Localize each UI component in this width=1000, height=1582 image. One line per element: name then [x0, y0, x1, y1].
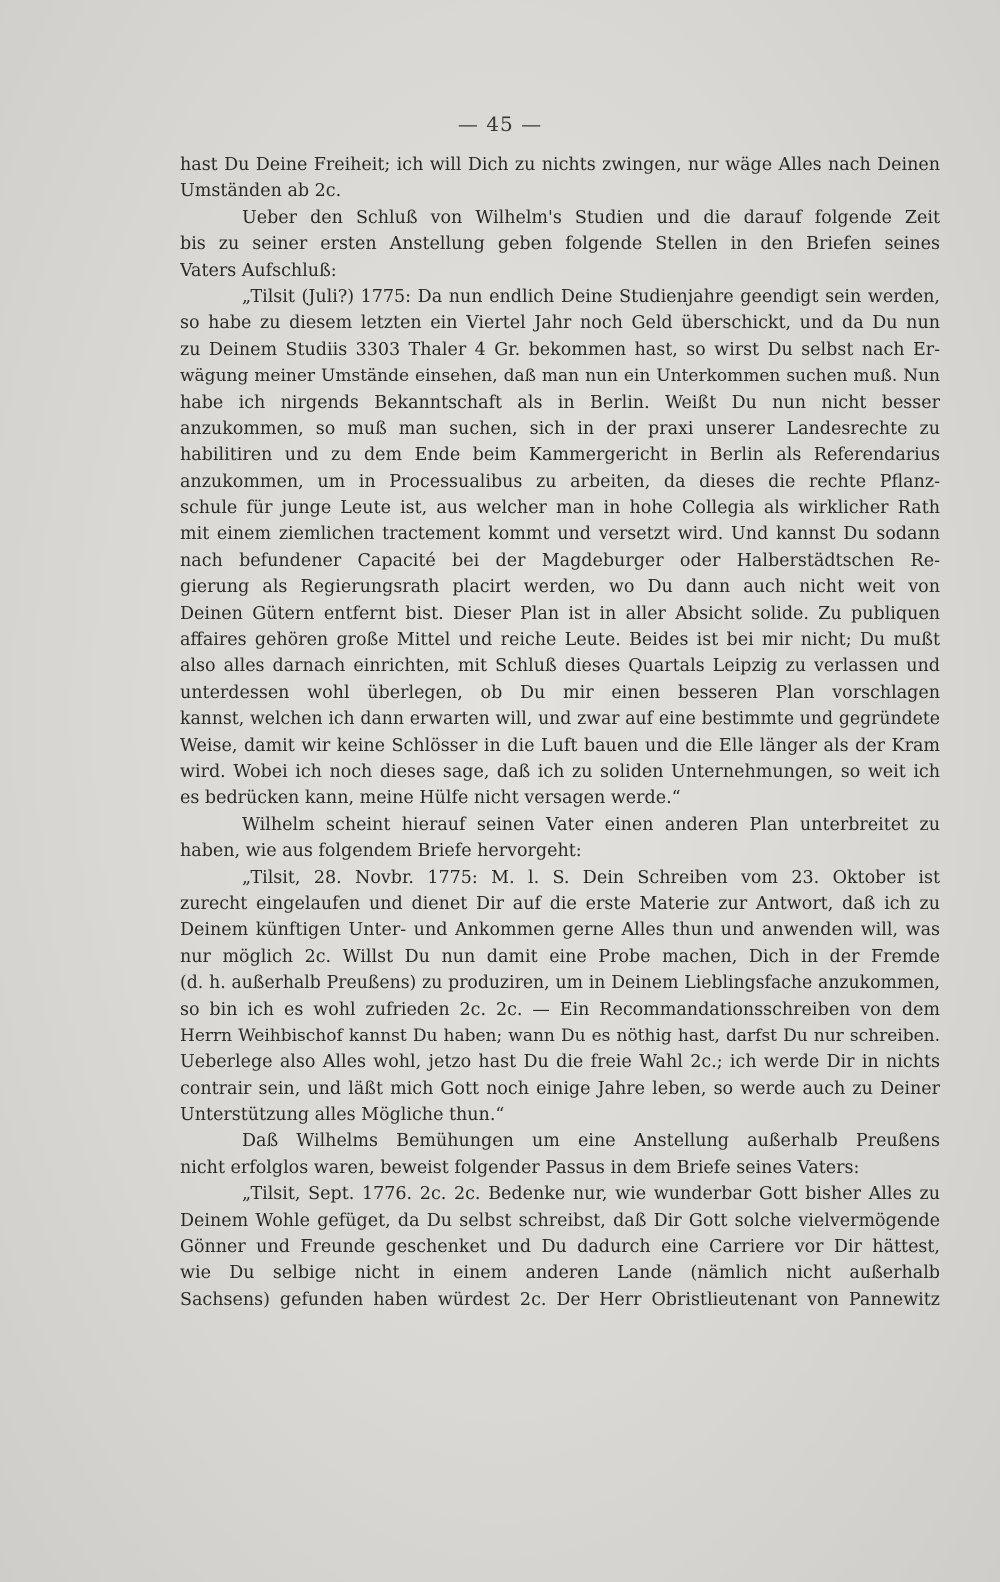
- paragraph-intro: [180, 205, 940, 284]
- page-number: — 45 —: [457, 112, 543, 136]
- text-line: Ueber den Schluß von Wilhelm's Studien und die darauf folgende Zeit: [242, 207, 940, 228]
- text-line: Herrn Weihbischof kannst Du haben; wann Du es nöthig hast, darfst Du nur schreiben.: [180, 1025, 940, 1046]
- text-line: Unterstützung alles Mögliche thun.“: [180, 1105, 505, 1126]
- text-line: schule für junge Leute ist, aus welcher man in hohe Collegia als wirklicher Rath: [180, 498, 940, 519]
- text-line: habe ich nirgends Bekanntschaft als in Berlin. Weißt Du nun nicht besser: [180, 392, 940, 413]
- text-line: Vaters Aufschluß:: [180, 260, 337, 281]
- text-line: haben, wie aus folgendem Briefe hervorgeht:: [180, 841, 582, 862]
- text-line: hast Du Deine Freiheit; ich will Dich zu nichts zwingen, nur wäge Alles nach Deinen: [180, 155, 940, 175]
- text-line: nach befundener Capacité bei der Magdeburger oder Halberstädtschen Re-: [180, 550, 940, 571]
- text-line: mit einem ziemlichen tractement kommt und versetzt wird. Und kannst Du sodann: [180, 524, 940, 545]
- letter-quote-july-1775: [180, 284, 940, 812]
- text-line: Deinen Gütern entfernt bist. Dieser Plan ist in aller Absicht solide. Zu publiquen: [180, 603, 940, 624]
- text-line: Wilhelm scheint hierauf seinen Vater einen anderen Plan unterbreitet zu: [242, 814, 940, 835]
- text-line: (d. h. außerhalb Preußens) zu produziren, um in Deinem Lieblingsfache anzukommen,: [180, 973, 940, 994]
- text-line: es bedrücken kann, meine Hülfe nicht versagen werde.“: [180, 788, 681, 809]
- text-line: Daß Wilhelms Bemühungen um eine Anstellung außerhalb Preußens: [242, 1131, 940, 1152]
- text-line: Deinem künftigen Unter- und Ankommen gerne Alles thun und anwenden will, was: [180, 920, 940, 941]
- text-line: „Tilsit (Juli?) 1775: Da nun endlich Deine Studienjahre geendigt sein werden,: [242, 286, 940, 307]
- text-line: Gönner und Freunde geschenket und Du dadurch eine Carriere vor Dir hättest,: [180, 1237, 940, 1258]
- text-line: zu Deinem Studiis 3303 Thaler 4 Gr. bekommen hast, so wirst Du selbst nach Er-: [180, 339, 940, 360]
- paragraph-efforts: [180, 1128, 940, 1181]
- text-line: anzukommen, um in Processualibus zu arbeiten, da dieses die rechte Pflanz-: [180, 471, 940, 492]
- text-line: anzukommen, so muß man suchen, sich in der praxi unserer Landesrechte zu: [180, 418, 940, 439]
- text-line: nicht erfolglos waren, beweist folgender Passus in dem Briefe seines Vaters:: [180, 1157, 860, 1178]
- text-line: affaires gehören große Mittel und reiche Leute. Beides ist bei mir nicht; Du mußt: [180, 630, 940, 651]
- text-line: zurecht eingelaufen und dienet Dir auf die erste Materie zur Antwort, daß ich zu: [180, 893, 940, 914]
- paragraph-continuation: [180, 152, 940, 205]
- letter-quote-sept-1776: [180, 1181, 940, 1313]
- text-line: „Tilsit, Sept. 1776. 2c. 2c. Bedenke nur, wie wunderbar Gott bisher Alles zu: [242, 1184, 940, 1205]
- paragraph-wilhelm-plan: [180, 812, 940, 865]
- text-line: wägung meiner Umstände einsehen, daß man nun ein Unterkommen suchen muß. Nun: [180, 366, 940, 387]
- text-line: so bin ich es wohl zufrieden 2c. 2c. — Ein Recommandationsschreiben von dem: [180, 999, 940, 1020]
- text-line: Sachsens) gefunden haben würdest 2c. Der Herr Obristlieutenant von Pannewitz: [180, 1289, 940, 1310]
- text-line: Ueberlege also Alles wohl, jetzo hast Du die freie Wahl 2c.; ich werde Dir in nichts: [180, 1052, 940, 1073]
- text-line: nur möglich 2c. Willst Du nun damit eine Probe machen, Dich in der Fremde: [180, 946, 940, 967]
- text-line: wie Du selbige nicht in einem anderen Lande (nämlich nicht außerhalb: [180, 1263, 940, 1284]
- text-line: kannst, welchen ich dann erwarten will, und zwar auf eine bestimmte und gegründete: [180, 709, 940, 730]
- text-line: bis zu seiner ersten Anstellung geben folgende Stellen in den Briefen seines: [180, 234, 940, 255]
- text-line: „Tilsit, 28. Novbr. 1775: M. l. S. Dein Schreiben vom 23. Oktober ist: [242, 867, 940, 888]
- text-line: habilitiren und zu dem Ende beim Kammergericht in Berlin als Referendarius: [180, 445, 940, 466]
- text-line: Weise, damit wir keine Schlösser in die Luft bauen und die Elle länger als der Kram: [180, 735, 940, 756]
- text-line: also alles darnach einrichten, mit Schluß dieses Quartals Leipzig zu verlassen und: [180, 656, 940, 677]
- text-line: contrair sein, und läßt mich Gott noch einige Jahre leben, so werde auch zu Deiner: [180, 1078, 940, 1099]
- letter-quote-nov-1775: [180, 865, 940, 1129]
- text-line: so habe zu diesem letzten ein Viertel Jahr noch Geld überschickt, und da Du nun: [180, 313, 940, 334]
- text-line: wird. Wobei ich noch dieses sage, daß ich zu soliden Unternehmungen, so weit ich: [180, 761, 940, 782]
- text-line: unterdessen wohl überlegen, ob Du mir einen besseren Plan vorschlagen: [180, 682, 940, 703]
- text-line: Deinem Wohle gefüget, da Du selbst schreibst, daß Dir Gott solche vielvermögende: [180, 1210, 940, 1231]
- body-text: [180, 152, 940, 1313]
- text-line: Umständen ab 2c.: [180, 181, 342, 202]
- text-line: gierung als Regierungsrath placirt werden, wo Du dann auch nicht weit von: [180, 577, 940, 598]
